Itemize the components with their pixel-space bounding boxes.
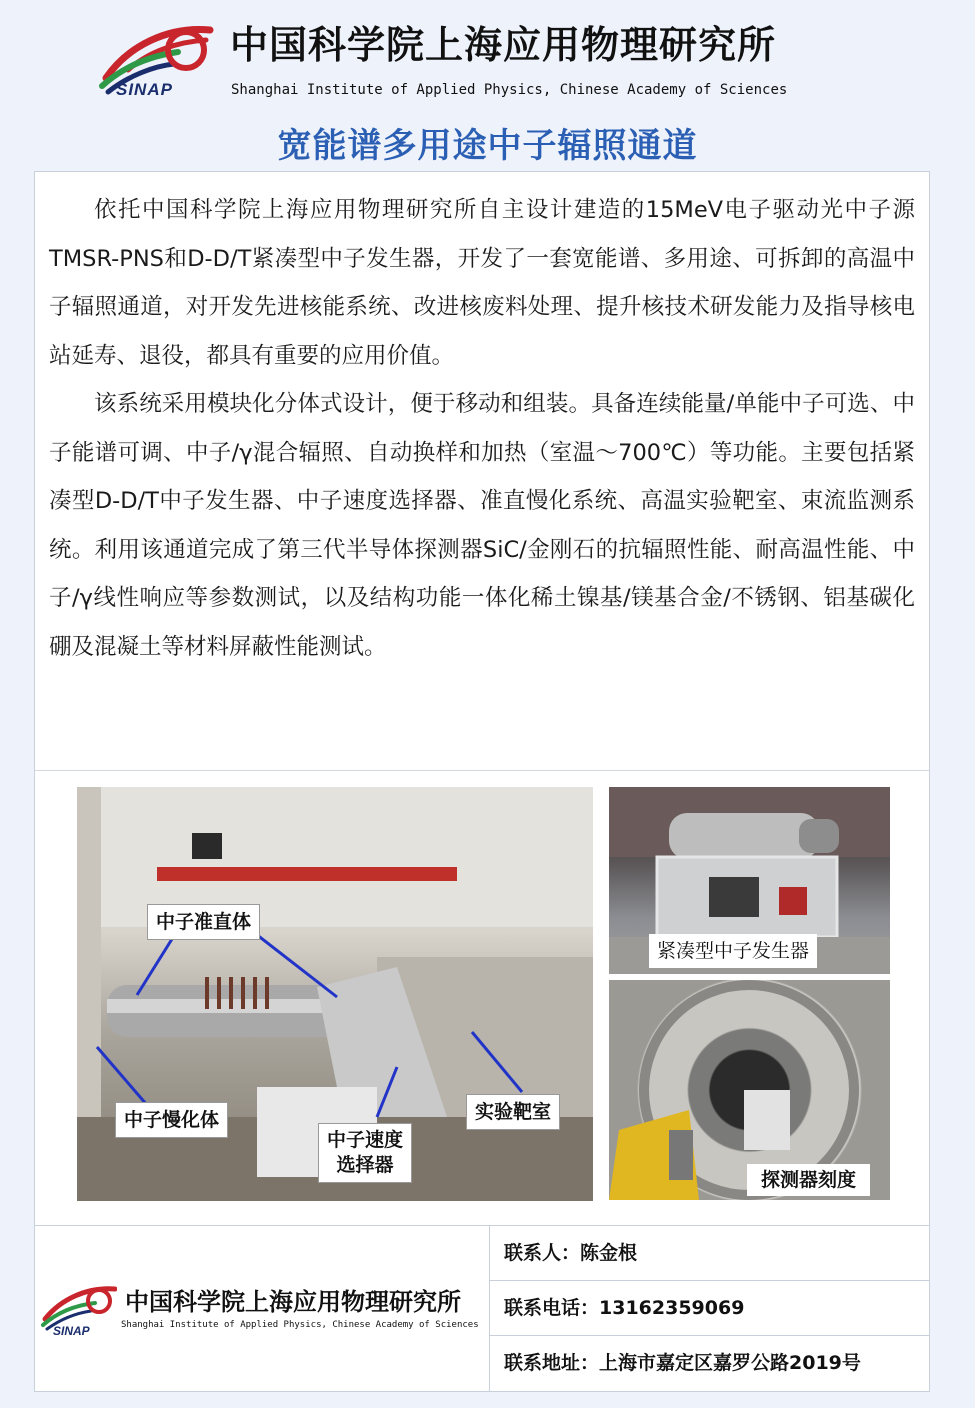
generator-label: 紧凑型中子发生器 <box>649 934 817 968</box>
page-header <box>0 0 975 112</box>
paragraph: 依托中国科学院上海应用物理研究所自主设计建造的15MeV电子驱动光中子源TMSR-PNS和D-D/T紧凑型中子发生器，开发了一套宽能谱、多用途、可拆卸的高温中子辐照通道，对开发先进核能系统、改进核废料处理、提升核技术研发能力及指导核电站延寿、退役，都具有重要的应用价值。 <box>49 197 915 369</box>
description <box>49 186 915 671</box>
detector-label: 探测器刻度 <box>747 1164 870 1196</box>
logo-text: SINAP <box>116 80 173 99</box>
page-title: 宽能谱多用途中子辐照通道 <box>277 126 698 166</box>
contact-phone: 联系电话：13162359069 <box>490 1281 929 1336</box>
footer-logo-text: SINAP <box>53 1324 90 1338</box>
moderator-label: 中子慢化体 <box>115 1102 228 1138</box>
content-card <box>34 171 930 1392</box>
institute-name-cn: 中国科学院上海应用物理研究所 <box>230 23 777 67</box>
contact-info <box>489 1226 929 1392</box>
velocity-selector-label-line2: 选择器 <box>336 1154 394 1176</box>
institute-name-en: Shanghai Institute of Applied Physics, Chinese Academy of Sciences <box>231 82 788 98</box>
velocity-selector-label <box>318 1123 412 1183</box>
contact-address: 联系地址：上海市嘉定区嘉罗公路2019号 <box>504 1352 861 1374</box>
footer-institute-cn: 中国科学院上海应用物理研究所 <box>125 1288 461 1316</box>
velocity-selector-label-line1: 中子速度 <box>327 1129 404 1151</box>
contact-person: 联系人：陈金根 <box>490 1226 929 1281</box>
footer-institute-en: Shanghai Institute of Applied Physics, Chinese Academy of Sciences <box>121 1320 479 1330</box>
divider <box>35 770 929 771</box>
paragraph: 该系统采用模块化分体式设计，便于移动和组装。具备连续能量/单能中子可选、中子能谱可调、中子/γ混合辐照、自动换样和加热（室温～700℃）等功能。主要包括紧凑型D-D/T中子发生器、中子速度选择器、准直慢化系统、高温实验靶室、束流监测系统。利用该通道完成了第三代半导体探测器SiC/金刚石的抗辐照性能、耐高温性能、中子/γ线性响应等参数测试，以及结构功能一体化稀土镍基/镁基合金/不锈钢、铝基碳化硼及混凝土等材料屏蔽性能测试。 <box>49 391 915 660</box>
footer-institute <box>35 1226 489 1392</box>
collimator-label: 中子准直体 <box>147 904 260 940</box>
target-chamber-label: 实验靶室 <box>466 1094 560 1130</box>
